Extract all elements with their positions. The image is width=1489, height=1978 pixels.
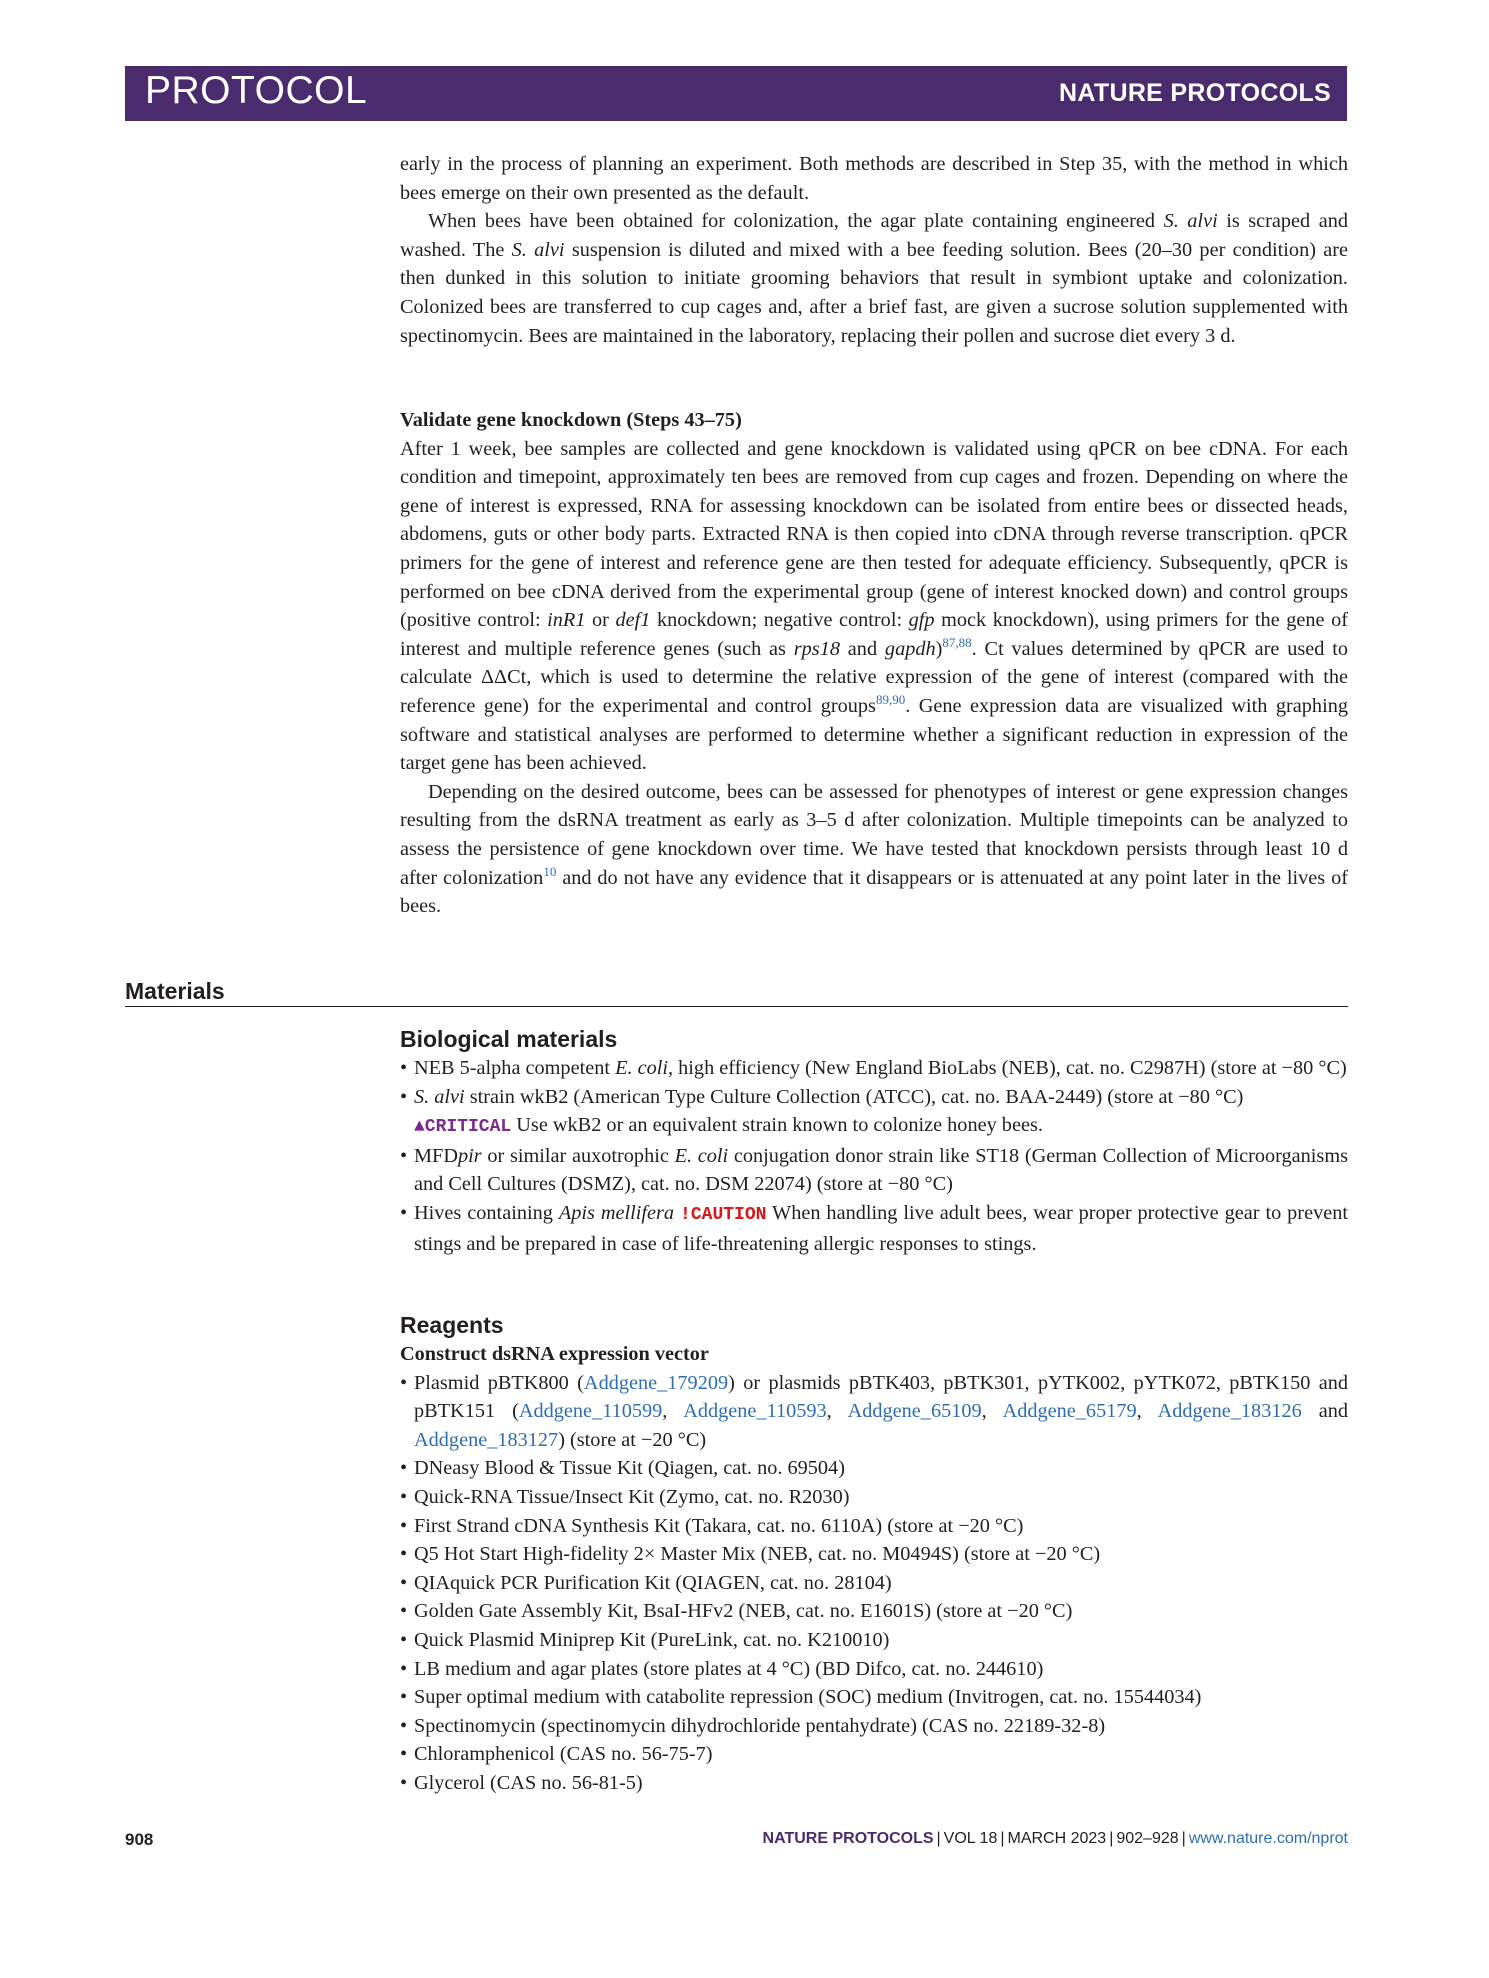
footer-url-link[interactable]: www.nature.com/nprot bbox=[1188, 1830, 1348, 1847]
list-item: • Hives containing Apis mellifera !CAUTION When handling live adult bees, wear proper protective gear to prevent stings and be prepared in case of life-threatening allergic responses to stings. bbox=[400, 1199, 1348, 1258]
list-item: • NEB 5-alpha competent E. coli, high efficiency (New England BioLabs (NEB), cat. no. C2987H) (store at −80 °C) bbox=[400, 1054, 1348, 1083]
list-item: • Golden Gate Assembly Kit, BsaI-HFv2 (NEB, cat. no. E1601S) (store at −20 °C) bbox=[400, 1597, 1348, 1626]
materials-section-label: Materials bbox=[125, 978, 225, 1004]
addgene-link[interactable]: Addgene_183126 bbox=[1157, 1400, 1302, 1423]
list-item: • S. alvi strain wkB2 (American Type Culture Collection (ATCC), cat. no. BAA-2449) (store at −80 °C) ▲CRITICAL Use wkB2 or an equivalent strain known to colonize honey bees. bbox=[400, 1083, 1348, 1142]
addgene-link[interactable]: Addgene_183127 bbox=[414, 1428, 559, 1451]
reference-link[interactable]: 10 bbox=[543, 863, 557, 879]
list-item: • Plasmid pBTK800 (Addgene_179209) or plasmids pBTK403, pBTK301, pYTK002, pYTK072, pBTK150 and pBTK151 (Addgene_110599, Addgene_110593, Addgene_65109, Addgene_65179, Addgene_183126 and Addgene_183127) (store at −20 °C) bbox=[400, 1369, 1348, 1455]
list-item: • LB medium and agar plates (store plates at 4 °C) (BD Difco, cat. no. 244610) bbox=[400, 1655, 1348, 1684]
caution-label: !CAUTION bbox=[680, 1204, 767, 1225]
intro-paragraph-1: early in the process of planning an experiment. Both methods are described in Step 35, with the method in which bees emerge on their own presented as the default. bbox=[400, 153, 1348, 204]
list-item: • MFDpir or similar auxotrophic E. coli conjugation donor strain like ST18 (German Collection of Microorganisms and Cell Cultures (DSMZ), cat. no. DSM 22074) (store at −80 °C) bbox=[400, 1142, 1348, 1199]
addgene-link[interactable]: Addgene_110593 bbox=[683, 1400, 827, 1423]
intro-paragraph-2: When bees have been obtained for colonization, the agar plate containing engineered S. alvi is scraped and washed. The S. alvi suspension is diluted and mixed with a bee feeding solution. Bees (20–30 per condition) are then dunked in this solution to initiate grooming behaviors that result in symbiont uptake and colonization. Colonized bees are transferred to cup cages and, after a brief fast, are given a sucrose solution supplemented with spectinomycin. Bees are maintained in the laboratory, replacing their pollen and sucrose diet every 3 d. bbox=[400, 210, 1349, 347]
biological-materials-heading: Biological materials bbox=[400, 1026, 618, 1052]
reagents-section bbox=[400, 1310, 1348, 1798]
list-item: • Spectinomycin (spectinomycin dihydrochloride pentahydrate) (CAS no. 22189-32-8) bbox=[400, 1712, 1348, 1741]
addgene-link[interactable]: Addgene_110599 bbox=[518, 1400, 663, 1423]
footer-pages: 902–928 bbox=[1116, 1830, 1179, 1847]
list-item: • Quick Plasmid Miniprep Kit (PureLink, cat. no. K210010) bbox=[400, 1626, 1348, 1655]
list-item: • Chloramphenicol (CAS no. 56-75-7) bbox=[400, 1740, 1348, 1769]
list-item: • Glycerol (CAS no. 56-81-5) bbox=[400, 1769, 1348, 1798]
construct-heading: Construct dsRNA expression vector bbox=[400, 1343, 709, 1365]
list-item: • DNeasy Blood & Tissue Kit (Qiagen, cat. no. 69504) bbox=[400, 1454, 1348, 1483]
reagents-heading: Reagents bbox=[400, 1312, 504, 1338]
footer-date: MARCH 2023 bbox=[1007, 1830, 1107, 1847]
list-item: • First Strand cDNA Synthesis Kit (Takara, cat. no. 6110A) (store at −20 °C) bbox=[400, 1512, 1348, 1541]
header-bar bbox=[125, 66, 1347, 121]
validate-section bbox=[400, 406, 1348, 921]
list-item: • QIAquick PCR Purification Kit (QIAGEN, cat. no. 28104) bbox=[400, 1569, 1348, 1598]
biological-materials-list bbox=[400, 1054, 1348, 1258]
addgene-link[interactable]: Addgene_179209 bbox=[583, 1371, 729, 1394]
reference-link[interactable]: 87,88 bbox=[942, 634, 972, 650]
critical-label: ▲CRITICAL bbox=[414, 1117, 512, 1138]
footer-journal: NATURE PROTOCOLS bbox=[762, 1830, 934, 1847]
reagents-list bbox=[400, 1369, 1348, 1798]
footer-volume: VOL 18 bbox=[943, 1830, 998, 1847]
footer-citation: NATURE PROTOCOLS | VOL 18 | MARCH 2023 | 902–928 | www.nature.com/nprot bbox=[762, 1830, 1348, 1847]
page-number: 908 bbox=[125, 1830, 154, 1849]
list-item: • Quick-RNA Tissue/Insect Kit (Zymo, cat. no. R2030) bbox=[400, 1483, 1348, 1512]
addgene-link[interactable]: Addgene_65179 bbox=[1002, 1400, 1137, 1423]
list-item: • Super optimal medium with catabolite repression (SOC) medium (Invitrogen, cat. no. 15544034) bbox=[400, 1683, 1348, 1712]
section-type-label: PROTOCOL bbox=[145, 69, 368, 112]
intro-text bbox=[400, 150, 1348, 350]
reference-link[interactable]: 89,90 bbox=[875, 692, 906, 708]
section-divider bbox=[125, 1006, 1348, 1007]
list-item: • Q5 Hot Start High-fidelity 2× Master Mix (NEB, cat. no. M0494S) (store at −20 °C) bbox=[400, 1540, 1348, 1569]
validate-paragraph-1: After 1 week, bee samples are collected and gene knockdown is validated using qPCR on bee cDNA. For each condition and timepoint, approximately ten bees are removed from cup cages and frozen. Depending on where the gene of interest is expressed, RNA for assessing knockdown can be isolated from entire bees or dissected heads, abdomens, guts or other body parts. Extracted RNA is then copied into cDNA through reverse transcription. qPCR primers for the gene of interest and reference gene are then tested for adequate efficiency. Subsequently, qPCR is performed on bee cDNA derived from the experimental group (gene of interest knocked down) and control groups (positive control: inR1 or def1 knockdown; negative control: gfp mock knockdown), using primers for the gene of interest and multiple reference genes (such as rps18 and gapdh)$^{87,88}$. Ct values determined by qPCR are used to calculate ΔΔCt, which is used to determine the relative expression of the gene of interest (compared with the reference gene) for the experimental and control groups$^{89,90}$. Gene expression data are visualized with graphing software and statistical analyses are performed to determine whether a significant reduction in expression of the target gene has been achieved. bbox=[400, 437, 1348, 775]
validate-heading: Validate gene knockdown (Steps 43–75) bbox=[400, 409, 742, 431]
journal-name: NATURE PROTOCOLS bbox=[1059, 79, 1331, 107]
addgene-link[interactable]: Addgene_65109 bbox=[847, 1400, 982, 1423]
biological-materials-section bbox=[400, 1024, 1348, 1258]
validate-paragraph-2: Depending on the desired outcome, bees can be assessed for phenotypes of interest or gene expression changes resulting from the dsRNA treatment as early as 3–5 d after colonization. Multiple timepoints can be analyzed to assess the persistence of gene knockdown over time. We have tested that knockdown persists through least 10 d after colonization$^{10}$ and do not have any evidence that it disappears or is attenuated at any point later in the lives of bees. bbox=[400, 780, 1348, 918]
